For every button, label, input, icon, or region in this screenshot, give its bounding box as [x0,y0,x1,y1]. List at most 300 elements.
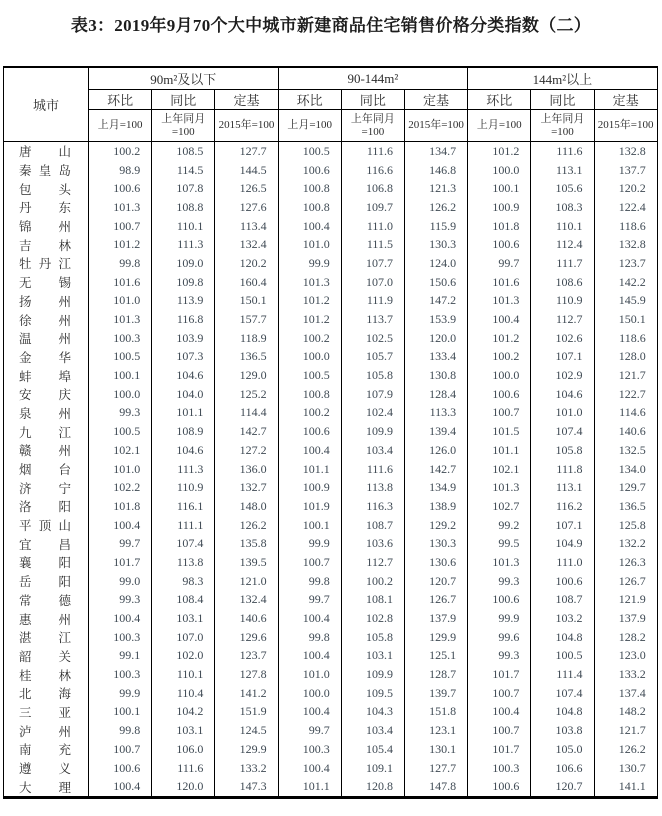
value-cell: 101.3 [89,310,152,329]
value-cell: 101.3 [89,198,152,217]
value-cell: 104.8 [531,628,594,647]
value-cell: 137.9 [404,609,467,628]
city-cell [4,329,89,348]
base-header-same-month-last-year: 上年同月 =100 [152,110,215,142]
base-header-same-month-last-year: 上年同月 =100 [341,110,404,142]
value-cell: 124.5 [215,721,278,740]
value-cell: 99.3 [468,572,531,591]
value-cell: 111.8 [531,460,594,479]
value-cell: 151.8 [404,703,467,722]
value-cell: 100.7 [89,217,152,236]
city-name: 平顶山 [19,519,71,534]
value-cell: 110.9 [152,478,215,497]
value-cell: 127.6 [215,198,278,217]
base-header-line: 上月=100 [97,119,143,131]
value-cell: 100.4 [89,516,152,535]
table-row [4,497,658,516]
value-cell: 105.0 [531,740,594,759]
page-title: 表3：2019年9月70个大中城市新建商品住宅销售价格分类指数（二） [70,16,592,35]
price-index-table [3,66,658,799]
value-cell: 111.1 [152,516,215,535]
value-cell: 123.7 [215,647,278,666]
value-cell: 120.0 [404,329,467,348]
value-cell: 136.0 [215,460,278,479]
value-cell: 113.3 [404,404,467,423]
value-cell: 110.1 [152,217,215,236]
base-header-prev-month [89,110,152,142]
value-cell: 116.8 [152,310,215,329]
value-cell: 126.0 [404,441,467,460]
value-cell: 116.6 [341,161,404,180]
value-cell: 107.4 [531,422,594,441]
table-row [4,217,658,236]
value-cell: 101.7 [468,740,531,759]
value-cell: 100.4 [278,609,341,628]
value-cell: 121.7 [594,721,657,740]
base-header-line: 上年同月 [350,112,395,125]
city-cell [4,609,89,628]
value-cell: 147.8 [404,777,467,797]
value-cell: 107.4 [152,534,215,553]
value-cell: 125.8 [594,516,657,535]
city-cell [4,292,89,311]
value-cell: 100.0 [468,161,531,180]
city-name: 三亚 [19,705,71,720]
value-cell: 120.2 [594,179,657,198]
value-cell: 138.9 [404,497,467,516]
value-cell: 125.2 [215,385,278,404]
value-cell: 110.1 [152,665,215,684]
value-cell: 101.2 [89,235,152,254]
value-cell: 107.1 [531,516,594,535]
value-cell: 102.1 [89,441,152,460]
table-row [4,273,658,292]
value-cell: 130.3 [404,534,467,553]
table-row [4,292,658,311]
city-column-header: 城市 [4,67,89,142]
city-name: 锦州 [19,220,71,235]
value-cell: 111.6 [341,460,404,479]
value-cell: 101.3 [278,273,341,292]
city-cell [4,198,89,217]
value-cell: 99.8 [89,721,152,740]
value-cell: 104.2 [152,703,215,722]
table-row [4,385,658,404]
table-row [4,591,658,610]
value-cell: 114.6 [594,404,657,423]
city-name: 济宁 [19,481,71,496]
value-cell: 100.3 [89,329,152,348]
base-header-row [4,110,658,142]
value-cell: 150.1 [594,310,657,329]
value-cell: 99.5 [468,534,531,553]
value-cell: 104.6 [152,366,215,385]
value-cell: 113.9 [152,292,215,311]
value-cell: 103.1 [341,647,404,666]
table-row [4,404,658,423]
value-cell: 136.5 [594,497,657,516]
value-cell: 100.2 [468,348,531,367]
value-cell: 100.6 [89,759,152,778]
value-cell: 111.6 [531,142,594,161]
value-cell: 132.4 [215,235,278,254]
value-cell: 100.5 [89,422,152,441]
city-name: 遵义 [19,762,71,777]
value-cell: 141.2 [215,684,278,703]
value-cell: 101.0 [278,665,341,684]
value-cell: 142.7 [215,422,278,441]
value-cell: 100.4 [278,217,341,236]
value-cell: 99.3 [468,647,531,666]
city-name: 韶关 [19,649,71,664]
value-cell: 120.0 [152,777,215,797]
metric-header-mom: 环比 [468,90,531,110]
value-cell: 120.2 [215,254,278,273]
value-cell: 130.6 [404,553,467,572]
metric-header-fixed-base: 定基 [215,90,278,110]
base-header-line: 上年同月 [161,112,206,125]
city-cell [4,628,89,647]
city-cell [4,142,89,161]
table-row [4,721,658,740]
value-cell: 132.8 [594,142,657,161]
value-cell: 99.1 [89,647,152,666]
value-cell: 101.8 [89,497,152,516]
value-cell: 100.4 [278,703,341,722]
value-cell: 99.0 [89,572,152,591]
value-cell: 101.3 [468,478,531,497]
table-row [4,329,658,348]
value-cell: 101.9 [278,497,341,516]
value-cell: 127.8 [215,665,278,684]
metric-header-yoy: 同比 [531,90,594,110]
value-cell: 107.0 [152,628,215,647]
base-header-line: 上月=100 [476,119,522,131]
base-header-line: 2015年=100 [218,119,275,131]
value-cell: 126.2 [594,740,657,759]
city-name: 包头 [19,182,71,197]
city-name: 秦皇岛 [19,164,71,179]
group-header-row [4,67,658,90]
value-cell: 140.6 [215,609,278,628]
table-row [4,665,658,684]
value-cell: 116.3 [341,497,404,516]
value-cell: 134.9 [404,478,467,497]
value-cell: 101.1 [278,460,341,479]
value-cell: 100.6 [531,572,594,591]
city-name: 扬州 [19,294,71,309]
value-cell: 99.9 [89,684,152,703]
value-cell: 101.1 [152,404,215,423]
value-cell: 127.7 [404,759,467,778]
value-cell: 100.4 [468,310,531,329]
value-cell: 100.5 [89,348,152,367]
city-name: 无锡 [19,276,71,291]
value-cell: 126.2 [404,198,467,217]
value-cell: 105.6 [531,179,594,198]
value-cell: 111.0 [531,553,594,572]
value-cell: 104.0 [152,385,215,404]
city-name: 南充 [19,743,71,758]
table-row [4,366,658,385]
value-cell: 99.7 [278,721,341,740]
city-name: 金华 [19,350,71,365]
value-cell: 100.7 [468,721,531,740]
value-cell: 101.2 [278,292,341,311]
value-cell: 121.9 [594,591,657,610]
value-cell: 100.9 [278,478,341,497]
value-cell: 100.7 [468,684,531,703]
value-cell: 111.6 [341,142,404,161]
value-cell: 100.5 [278,366,341,385]
value-cell: 99.9 [278,254,341,273]
value-cell: 100.9 [468,198,531,217]
value-cell: 99.9 [278,534,341,553]
value-cell: 109.1 [341,759,404,778]
value-cell: 102.7 [468,497,531,516]
value-cell: 134.7 [404,142,467,161]
value-cell: 100.2 [278,329,341,348]
value-cell: 132.8 [594,235,657,254]
city-cell [4,385,89,404]
city-name: 襄阳 [19,556,71,571]
table-row [4,553,658,572]
table-row [4,534,658,553]
value-cell: 139.7 [404,684,467,703]
table-header [4,67,658,142]
value-cell: 101.6 [468,273,531,292]
value-cell: 99.2 [468,516,531,535]
value-cell: 103.1 [152,721,215,740]
value-cell: 100.0 [278,348,341,367]
value-cell: 108.6 [531,273,594,292]
value-cell: 104.3 [341,703,404,722]
value-cell: 99.8 [89,254,152,273]
value-cell: 101.0 [278,235,341,254]
table-row [4,235,658,254]
value-cell: 100.6 [468,591,531,610]
city-name: 北海 [19,687,71,702]
value-cell: 102.1 [468,460,531,479]
value-cell: 101.2 [468,329,531,348]
value-cell: 108.7 [531,591,594,610]
value-cell: 121.0 [215,572,278,591]
value-cell: 123.1 [404,721,467,740]
value-cell: 107.1 [531,348,594,367]
value-cell: 101.3 [468,292,531,311]
value-cell: 107.0 [341,273,404,292]
value-cell: 106.6 [531,759,594,778]
value-cell: 150.1 [215,292,278,311]
value-cell: 121.3 [404,179,467,198]
city-name: 大理 [19,780,71,795]
value-cell: 103.1 [152,609,215,628]
value-cell: 100.4 [89,609,152,628]
value-cell: 104.6 [531,385,594,404]
city-cell [4,497,89,516]
value-cell: 98.9 [89,161,152,180]
city-cell [4,703,89,722]
value-cell: 133.2 [594,665,657,684]
value-cell: 116.1 [152,497,215,516]
value-cell: 99.9 [468,609,531,628]
value-cell: 114.4 [215,404,278,423]
city-cell [4,647,89,666]
metric-header-fixed-base: 定基 [594,90,657,110]
value-cell: 100.4 [278,441,341,460]
value-cell: 113.8 [152,553,215,572]
value-cell: 116.2 [531,497,594,516]
value-cell: 105.4 [341,740,404,759]
value-cell: 127.7 [215,142,278,161]
value-cell: 137.7 [594,161,657,180]
value-cell: 100.2 [341,572,404,591]
group-header-144-and-above: 144m²以上 [468,67,658,90]
city-cell [4,534,89,553]
value-cell: 108.8 [152,198,215,217]
table-row [4,460,658,479]
value-cell: 113.7 [341,310,404,329]
value-cell: 99.7 [89,534,152,553]
value-cell: 100.7 [89,740,152,759]
value-cell: 101.0 [89,460,152,479]
city-cell [4,161,89,180]
value-cell: 100.3 [89,628,152,647]
city-name: 烟台 [19,463,71,478]
table-row [4,777,658,797]
value-cell: 100.6 [278,161,341,180]
value-cell: 100.1 [89,366,152,385]
city-name: 泉州 [19,406,71,421]
value-cell: 113.1 [531,161,594,180]
value-cell: 114.5 [152,161,215,180]
city-name: 岳阳 [19,575,71,590]
table-row [4,516,658,535]
table-row [4,161,658,180]
value-cell: 128.2 [594,628,657,647]
base-header-2015 [215,110,278,142]
value-cell: 130.8 [404,366,467,385]
value-cell: 123.7 [594,254,657,273]
value-cell: 100.0 [468,366,531,385]
value-cell: 113.1 [531,478,594,497]
value-cell: 146.8 [404,161,467,180]
group-header-90-144: 90-144m² [278,67,468,90]
value-cell: 109.0 [152,254,215,273]
value-cell: 102.2 [89,478,152,497]
base-header-2015 [404,110,467,142]
city-cell [4,721,89,740]
value-cell: 140.6 [594,422,657,441]
city-name: 温州 [19,332,71,347]
value-cell: 105.7 [341,348,404,367]
value-cell: 148.2 [594,703,657,722]
value-cell: 112.7 [341,553,404,572]
value-cell: 100.8 [278,198,341,217]
value-cell: 102.5 [341,329,404,348]
table-row [4,478,658,497]
value-cell: 130.7 [594,759,657,778]
city-cell [4,235,89,254]
value-cell: 135.8 [215,534,278,553]
page [0,11,662,799]
base-header-prev-month [468,110,531,142]
value-cell: 150.6 [404,273,467,292]
value-cell: 127.2 [215,441,278,460]
value-cell: 120.7 [531,777,594,797]
metric-header-row [4,90,658,110]
value-cell: 103.8 [531,721,594,740]
city-cell [4,740,89,759]
city-cell [4,591,89,610]
value-cell: 102.0 [152,647,215,666]
value-cell: 145.9 [594,292,657,311]
value-cell: 100.1 [278,516,341,535]
value-cell: 100.2 [278,404,341,423]
value-cell: 109.8 [152,273,215,292]
value-cell: 157.7 [215,310,278,329]
value-cell: 111.0 [341,217,404,236]
value-cell: 99.3 [89,591,152,610]
metric-header-mom: 环比 [278,90,341,110]
value-cell: 100.2 [89,142,152,161]
value-cell: 126.2 [215,516,278,535]
city-cell [4,422,89,441]
value-cell: 142.7 [404,460,467,479]
value-cell: 101.0 [89,292,152,311]
city-name: 丹东 [19,201,71,216]
table-row [4,198,658,217]
value-cell: 112.4 [531,235,594,254]
value-cell: 129.0 [215,366,278,385]
value-cell: 100.4 [278,759,341,778]
value-cell: 118.9 [215,329,278,348]
value-cell: 139.4 [404,422,467,441]
table-row [4,179,658,198]
value-cell: 129.9 [215,740,278,759]
value-cell: 108.7 [341,516,404,535]
city-name: 常德 [19,593,71,608]
value-cell: 100.0 [89,385,152,404]
value-cell: 107.9 [341,385,404,404]
value-cell: 126.3 [594,553,657,572]
value-cell: 111.3 [152,235,215,254]
table-row [4,647,658,666]
value-cell: 132.5 [594,441,657,460]
value-cell: 101.2 [468,142,531,161]
value-cell: 142.2 [594,273,657,292]
value-cell: 101.1 [278,777,341,797]
value-cell: 128.0 [594,348,657,367]
table-row [4,254,658,273]
value-cell: 102.9 [531,366,594,385]
value-cell: 100.1 [89,703,152,722]
value-cell: 99.6 [468,628,531,647]
value-cell: 110.9 [531,292,594,311]
value-cell: 106.8 [341,179,404,198]
base-header-line: 上年同月 [540,112,585,125]
value-cell: 132.4 [215,591,278,610]
value-cell: 103.2 [531,609,594,628]
value-cell: 100.6 [278,422,341,441]
city-name: 湛江 [19,631,71,646]
base-header-line: 上月=100 [287,119,333,131]
value-cell: 109.7 [341,198,404,217]
city-name: 泸州 [19,724,71,739]
value-cell: 111.6 [152,759,215,778]
city-cell [4,665,89,684]
city-name: 宜昌 [19,537,71,552]
